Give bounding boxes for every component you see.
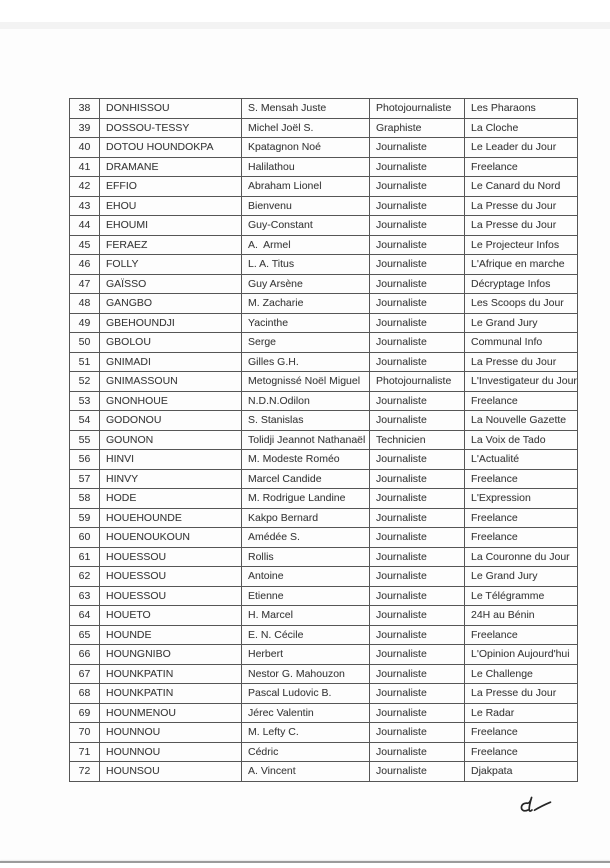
cell-number: 54 bbox=[70, 411, 100, 431]
table-row bbox=[70, 469, 578, 489]
cell-number: 57 bbox=[70, 469, 100, 489]
table-row bbox=[70, 762, 578, 782]
cell-number: 52 bbox=[70, 372, 100, 392]
table-row bbox=[70, 528, 578, 548]
cell-first-name: Rollis bbox=[242, 547, 370, 567]
cell-first-name: Guy-Constant bbox=[242, 216, 370, 236]
cell-first-name: Amédée S. bbox=[242, 528, 370, 548]
cell-media: Le Grand Jury bbox=[465, 313, 578, 333]
cell-profession: Journaliste bbox=[370, 450, 465, 470]
cell-number: 41 bbox=[70, 157, 100, 177]
cell-first-name: Guy Arsène bbox=[242, 274, 370, 294]
cell-media: Les Scoops du Jour bbox=[465, 294, 578, 314]
table-row bbox=[70, 664, 578, 684]
cell-surname: HOUENOUKOUN bbox=[100, 528, 242, 548]
cell-media: Freelance bbox=[465, 723, 578, 743]
cell-number: 65 bbox=[70, 625, 100, 645]
cell-profession: Journaliste bbox=[370, 528, 465, 548]
cell-media: Freelance bbox=[465, 391, 578, 411]
cell-media: La Nouvelle Gazette bbox=[465, 411, 578, 431]
cell-surname: EHOUMI bbox=[100, 216, 242, 236]
cell-profession: Photojournaliste bbox=[370, 372, 465, 392]
cell-profession: Journaliste bbox=[370, 157, 465, 177]
table-row bbox=[70, 567, 578, 587]
cell-profession: Journaliste bbox=[370, 723, 465, 743]
cell-number: 67 bbox=[70, 664, 100, 684]
cell-first-name: Nestor G. Mahouzon bbox=[242, 664, 370, 684]
cell-first-name: S. Stanislas bbox=[242, 411, 370, 431]
cell-surname: HOUESSOU bbox=[100, 567, 242, 587]
cell-media: Le Projecteur Infos bbox=[465, 235, 578, 255]
cell-number: 64 bbox=[70, 606, 100, 626]
cell-first-name: L. A. Titus bbox=[242, 255, 370, 275]
cell-surname: GOUNON bbox=[100, 430, 242, 450]
table-row bbox=[70, 489, 578, 509]
cell-number: 40 bbox=[70, 138, 100, 158]
table-row bbox=[70, 216, 578, 236]
cell-profession: Journaliste bbox=[370, 684, 465, 704]
cell-number: 45 bbox=[70, 235, 100, 255]
table-row bbox=[70, 196, 578, 216]
cell-media: La Presse du Jour bbox=[465, 216, 578, 236]
cell-profession: Journaliste bbox=[370, 625, 465, 645]
cell-surname: GNONHOUE bbox=[100, 391, 242, 411]
cell-surname: HOUNMENOU bbox=[100, 703, 242, 723]
cell-surname: HOUNSOU bbox=[100, 762, 242, 782]
cell-first-name: Kpatagnon Noé bbox=[242, 138, 370, 158]
cell-profession: Journaliste bbox=[370, 294, 465, 314]
cell-first-name: Tolidji Jeannot Nathanaël bbox=[242, 430, 370, 450]
cell-surname: GBEHOUNDJI bbox=[100, 313, 242, 333]
cell-surname: HOUNNOU bbox=[100, 723, 242, 743]
cell-media: Djakpata bbox=[465, 762, 578, 782]
cell-number: 71 bbox=[70, 742, 100, 762]
table-row bbox=[70, 703, 578, 723]
cell-media: Freelance bbox=[465, 508, 578, 528]
cell-number: 72 bbox=[70, 762, 100, 782]
cell-profession: Journaliste bbox=[370, 352, 465, 372]
cell-first-name: Pascal Ludovic B. bbox=[242, 684, 370, 704]
cell-first-name: Serge bbox=[242, 333, 370, 353]
cell-profession: Journaliste bbox=[370, 391, 465, 411]
cell-surname: GNIMASSOUN bbox=[100, 372, 242, 392]
cell-media: La Presse du Jour bbox=[465, 352, 578, 372]
cell-surname: GODONOU bbox=[100, 411, 242, 431]
cell-first-name: Metognissé Noël Miguel bbox=[242, 372, 370, 392]
cell-media: Le Canard du Nord bbox=[465, 177, 578, 197]
cell-number: 56 bbox=[70, 450, 100, 470]
cell-surname: HOUNGNIBO bbox=[100, 645, 242, 665]
cell-profession: Journaliste bbox=[370, 411, 465, 431]
table-row bbox=[70, 118, 578, 138]
cell-surname: DONHISSOU bbox=[100, 99, 242, 119]
cell-number: 51 bbox=[70, 352, 100, 372]
cell-media: L'Afrique en marche bbox=[465, 255, 578, 275]
cell-surname: FOLLY bbox=[100, 255, 242, 275]
table-row bbox=[70, 352, 578, 372]
cell-profession: Journaliste bbox=[370, 762, 465, 782]
cell-number: 53 bbox=[70, 391, 100, 411]
table-row bbox=[70, 547, 578, 567]
cell-profession: Technicien bbox=[370, 430, 465, 450]
cell-profession: Journaliste bbox=[370, 333, 465, 353]
cell-number: 61 bbox=[70, 547, 100, 567]
cell-media: L'Expression bbox=[465, 489, 578, 509]
cell-surname: HODE bbox=[100, 489, 242, 509]
handwritten-paraph-icon bbox=[516, 793, 556, 821]
table-row bbox=[70, 294, 578, 314]
cell-number: 43 bbox=[70, 196, 100, 216]
table-row bbox=[70, 508, 578, 528]
cell-media: Le Leader du Jour bbox=[465, 138, 578, 158]
cell-profession: Journaliste bbox=[370, 606, 465, 626]
cell-profession: Journaliste bbox=[370, 196, 465, 216]
cell-media: Les Pharaons bbox=[465, 99, 578, 119]
table-row bbox=[70, 255, 578, 275]
cell-first-name: M. Zacharie bbox=[242, 294, 370, 314]
cell-media: Le Challenge bbox=[465, 664, 578, 684]
cell-number: 44 bbox=[70, 216, 100, 236]
cell-media: 24H au Bénin bbox=[465, 606, 578, 626]
cell-media: Freelance bbox=[465, 625, 578, 645]
cell-first-name: Abraham Lionel bbox=[242, 177, 370, 197]
table-row bbox=[70, 235, 578, 255]
cell-first-name: S. Mensah Juste bbox=[242, 99, 370, 119]
cell-number: 66 bbox=[70, 645, 100, 665]
cell-first-name: Jérec Valentin bbox=[242, 703, 370, 723]
cell-first-name: N.D.N.Odilon bbox=[242, 391, 370, 411]
cell-media: Freelance bbox=[465, 742, 578, 762]
table-row bbox=[70, 430, 578, 450]
cell-surname: DOSSOU-TESSY bbox=[100, 118, 242, 138]
cell-number: 47 bbox=[70, 274, 100, 294]
cell-media: La Presse du Jour bbox=[465, 684, 578, 704]
cell-surname: GBOLOU bbox=[100, 333, 242, 353]
cell-first-name: E. N. Cécile bbox=[242, 625, 370, 645]
cell-surname: EFFIO bbox=[100, 177, 242, 197]
cell-number: 38 bbox=[70, 99, 100, 119]
cell-profession: Journaliste bbox=[370, 664, 465, 684]
cell-first-name: Yacinthe bbox=[242, 313, 370, 333]
cell-first-name: Halilathou bbox=[242, 157, 370, 177]
cell-surname: GANGBO bbox=[100, 294, 242, 314]
cell-number: 42 bbox=[70, 177, 100, 197]
cell-profession: Journaliste bbox=[370, 177, 465, 197]
cell-profession: Journaliste bbox=[370, 645, 465, 665]
cell-number: 55 bbox=[70, 430, 100, 450]
cell-first-name: Michel Joël S. bbox=[242, 118, 370, 138]
registry-table-body bbox=[70, 99, 578, 782]
cell-profession: Journaliste bbox=[370, 489, 465, 509]
cell-number: 59 bbox=[70, 508, 100, 528]
cell-profession: Journaliste bbox=[370, 742, 465, 762]
cell-profession: Journaliste bbox=[370, 235, 465, 255]
table-row bbox=[70, 625, 578, 645]
cell-first-name: M. Lefty C. bbox=[242, 723, 370, 743]
cell-surname: GAÏSSO bbox=[100, 274, 242, 294]
cell-surname: FERAEZ bbox=[100, 235, 242, 255]
cell-media: L'Opinion Aujourd'hui bbox=[465, 645, 578, 665]
cell-media: La Presse du Jour bbox=[465, 196, 578, 216]
cell-profession: Graphiste bbox=[370, 118, 465, 138]
cell-media: Le Grand Jury bbox=[465, 567, 578, 587]
cell-profession: Journaliste bbox=[370, 508, 465, 528]
cell-surname: EHOU bbox=[100, 196, 242, 216]
cell-number: 58 bbox=[70, 489, 100, 509]
cell-number: 50 bbox=[70, 333, 100, 353]
cell-media: Le Télégramme bbox=[465, 586, 578, 606]
table-row bbox=[70, 450, 578, 470]
cell-surname: HOUNDE bbox=[100, 625, 242, 645]
cell-surname: HOUESSOU bbox=[100, 586, 242, 606]
cell-media: Freelance bbox=[465, 157, 578, 177]
press-registry-table bbox=[69, 98, 578, 782]
cell-first-name: Herbert bbox=[242, 645, 370, 665]
cell-profession: Journaliste bbox=[370, 274, 465, 294]
table-row bbox=[70, 333, 578, 353]
table-row bbox=[70, 313, 578, 333]
cell-media: L'Investigateur du Jour bbox=[465, 372, 578, 392]
cell-first-name: Antoine bbox=[242, 567, 370, 587]
cell-profession: Journaliste bbox=[370, 216, 465, 236]
cell-surname: HINVY bbox=[100, 469, 242, 489]
cell-first-name: M. Rodrigue Landine bbox=[242, 489, 370, 509]
cell-number: 49 bbox=[70, 313, 100, 333]
cell-profession: Journaliste bbox=[370, 255, 465, 275]
cell-surname: HOUETO bbox=[100, 606, 242, 626]
cell-profession: Journaliste bbox=[370, 547, 465, 567]
cell-media: L'Actualité bbox=[465, 450, 578, 470]
cell-surname: DOTOU HOUNDOKPA bbox=[100, 138, 242, 158]
cell-first-name: A. Armel bbox=[242, 235, 370, 255]
cell-number: 62 bbox=[70, 567, 100, 587]
cell-profession: Photojournaliste bbox=[370, 99, 465, 119]
cell-number: 46 bbox=[70, 255, 100, 275]
cell-first-name: Kakpo Bernard bbox=[242, 508, 370, 528]
cell-number: 69 bbox=[70, 703, 100, 723]
table-row bbox=[70, 645, 578, 665]
table-row bbox=[70, 372, 578, 392]
cell-surname: HOUEHOUNDE bbox=[100, 508, 242, 528]
table-row bbox=[70, 586, 578, 606]
cell-first-name: Marcel Candide bbox=[242, 469, 370, 489]
cell-first-name: Bienvenu bbox=[242, 196, 370, 216]
cell-media: La Couronne du Jour bbox=[465, 547, 578, 567]
table-row bbox=[70, 274, 578, 294]
cell-first-name: Etienne bbox=[242, 586, 370, 606]
cell-surname: HOUNKPATIN bbox=[100, 664, 242, 684]
cell-number: 63 bbox=[70, 586, 100, 606]
table-row bbox=[70, 177, 578, 197]
cell-media: Le Radar bbox=[465, 703, 578, 723]
cell-number: 70 bbox=[70, 723, 100, 743]
cell-profession: Journaliste bbox=[370, 313, 465, 333]
cell-media: La Voix de Tado bbox=[465, 430, 578, 450]
scan-top-band bbox=[0, 22, 610, 29]
cell-surname: HOUNKPATIN bbox=[100, 684, 242, 704]
table-row bbox=[70, 606, 578, 626]
cell-media: Décryptage Infos bbox=[465, 274, 578, 294]
table-row bbox=[70, 411, 578, 431]
table-row bbox=[70, 391, 578, 411]
cell-surname: GNIMADI bbox=[100, 352, 242, 372]
cell-profession: Journaliste bbox=[370, 586, 465, 606]
cell-profession: Journaliste bbox=[370, 138, 465, 158]
cell-profession: Journaliste bbox=[370, 703, 465, 723]
cell-media: Freelance bbox=[465, 469, 578, 489]
table-row bbox=[70, 99, 578, 119]
cell-first-name: H. Marcel bbox=[242, 606, 370, 626]
cell-media: Freelance bbox=[465, 528, 578, 548]
table-row bbox=[70, 684, 578, 704]
cell-surname: HOUNNOU bbox=[100, 742, 242, 762]
cell-surname: HINVI bbox=[100, 450, 242, 470]
table-row bbox=[70, 157, 578, 177]
cell-surname: DRAMANE bbox=[100, 157, 242, 177]
table-row bbox=[70, 742, 578, 762]
cell-number: 39 bbox=[70, 118, 100, 138]
cell-first-name: A. Vincent bbox=[242, 762, 370, 782]
page-bottom-edge bbox=[0, 861, 610, 863]
cell-media: La Cloche bbox=[465, 118, 578, 138]
cell-number: 60 bbox=[70, 528, 100, 548]
cell-first-name: Cédric bbox=[242, 742, 370, 762]
cell-number: 48 bbox=[70, 294, 100, 314]
table-row bbox=[70, 723, 578, 743]
cell-profession: Journaliste bbox=[370, 567, 465, 587]
cell-number: 68 bbox=[70, 684, 100, 704]
cell-first-name: Gilles G.H. bbox=[242, 352, 370, 372]
cell-surname: HOUESSOU bbox=[100, 547, 242, 567]
cell-media: Communal Info bbox=[465, 333, 578, 353]
cell-profession: Journaliste bbox=[370, 469, 465, 489]
table-row bbox=[70, 138, 578, 158]
cell-first-name: M. Modeste Roméo bbox=[242, 450, 370, 470]
